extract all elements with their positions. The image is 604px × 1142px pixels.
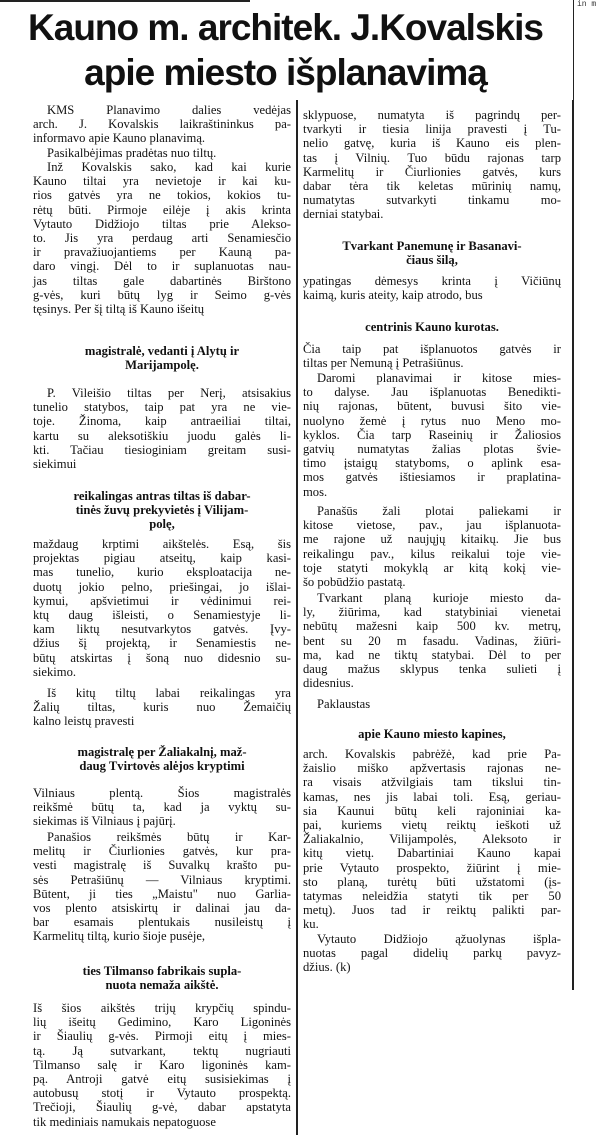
text-line: melitų ir Čiurlionies gatvės, kur pra- — [33, 844, 291, 859]
text-line: tęsinys. Per šį tiltą iš Kauno išeitų — [33, 301, 205, 316]
text-line: džius. (k) — [303, 960, 351, 975]
text-line: Panašios reikšmės būtų ir Kar- — [47, 830, 291, 844]
text-line: g-vės, kuri būtų lyg ir Seimo g-vės — [33, 287, 291, 302]
text-line: tiltas per Nemuną į Petrašiūnus. — [303, 356, 464, 371]
text-line: Žalių tiltas, kuris nuo Žemaičių — [33, 700, 291, 715]
paragraph — [33, 786, 291, 829]
text-line: būtų atskirtas į šoną nuo didesnio su- — [33, 650, 291, 665]
right-column-rule — [572, 100, 574, 990]
text-line: derniai statybai. — [303, 207, 384, 222]
text-line: Inž Kovalskis sako, kad kai kurie — [47, 160, 291, 174]
paragraph — [33, 830, 291, 944]
text-line: Karmelitų tiltą, kurio šioje pusėje, — [33, 929, 206, 944]
paragraph — [303, 591, 561, 690]
paragraph — [303, 697, 561, 711]
text-line: metų). Juos tad ir reiktų palikti par- — [303, 903, 561, 918]
text-line: Panašūs žali plotai paliekami ir — [317, 504, 561, 518]
text-line: gatvių numatytas žalias plotas švie- — [303, 441, 561, 456]
text-line: kitų vietų. Dabartiniai Kauno kapai — [303, 846, 561, 861]
text-line: toje. Žinoma, kaip antraeiliai tiltai, — [33, 414, 291, 429]
text-line: bar esamais plentukais nusileistų į — [33, 915, 291, 930]
subheading — [33, 964, 291, 992]
text-line: kyklos. Čia tarp Raseinių ir Žaliosios — [303, 427, 561, 442]
paragraph — [303, 932, 561, 975]
adjacent-article-fragment: in m — [577, 0, 597, 9]
text-line: magistralė, vedanti į Alytų ir — [84, 344, 240, 358]
text-line: timo įstaigų statyboms, o aplink esa- — [303, 456, 561, 471]
text-line: žaislio miško apžvertasis rajonas ne- — [303, 761, 561, 776]
paragraph — [303, 371, 561, 499]
text-line: Kauno tiltai yra nevietoje ir kai ku- — [33, 174, 291, 189]
headline-line-2-text: apie miesto išplanavimą — [84, 52, 487, 93]
text-line: Paklaustas — [317, 697, 371, 711]
paragraph — [303, 342, 561, 370]
paragraph — [303, 504, 561, 589]
text-line: reikalingas antras tiltas iš dabar- — [73, 489, 251, 503]
text-line: toje statyti mokyklą ar kitą kokį vie- — [303, 560, 561, 575]
paragraph — [303, 747, 561, 931]
text-line: bent su 20 m fasadu. Vadinas, žiūri- — [303, 633, 561, 648]
paragraph — [33, 686, 291, 729]
top-rule — [0, 0, 250, 2]
text-line: dabar tėra tik keletas mūrinių namų, — [303, 178, 561, 193]
text-line: nebūtų mažesni kaip 500 kv. metrų, — [303, 619, 561, 634]
text-line: arch. J. Kovalskis laikraštininkus pa- — [33, 117, 291, 132]
text-line: prie Vytauto prospekto, žiūrint į mie- — [303, 860, 561, 875]
headline-line-1-text: Kauno m. architek. J.Kovalskis — [28, 7, 543, 48]
text-line: tinės žuvų prekyvietės į Vilijam- — [75, 503, 249, 518]
text-line: Pasikalbėjimas pradėtas nuo tiltų. — [47, 146, 217, 160]
text-line: Tvarkant Panemunę ir Basanavi- — [342, 239, 522, 253]
text-line: daug mažus sklypus tenka sulieti į — [303, 661, 561, 676]
text-line: siekimas iš Vilniaus į pajūrį. — [33, 814, 176, 829]
headline-line-1 — [0, 8, 571, 48]
text-line: daro vingį. Dėl to ir suplanuotas nau- — [33, 259, 291, 274]
text-line: šo pobūdžio pastatą. — [303, 574, 406, 589]
text-line: ir pravažiuojantiems per Kauną pa- — [33, 245, 291, 260]
text-line: to. Jis yra perdaug arti Senamiesčio — [33, 230, 291, 245]
text-line: to dalyse. Jau išplanuotas Benedikti- — [303, 385, 561, 400]
text-line: nuota nemaža aikštė. — [105, 978, 219, 993]
text-line: mos. — [303, 484, 328, 499]
text-line: Vytauto Didžiojo tiltas prie Alekso- — [33, 216, 291, 231]
paragraph — [303, 274, 561, 302]
text-line: Tilmanso salę ir Karo ligoninės kam- — [33, 1057, 291, 1072]
text-line: Iš šios aikštės trijų krypčių spindu- — [33, 1001, 291, 1015]
paragraph — [33, 103, 291, 146]
text-line: ku. — [303, 917, 319, 932]
paragraph — [33, 160, 291, 316]
text-line: Trečioji, Šiaulių g-vė, dabar apstatyta — [33, 1100, 291, 1115]
text-line: čiaus šilą, — [406, 253, 458, 268]
text-line: vesti magistralę iš Suvalkų krašto pu- — [33, 858, 291, 873]
text-line: tvarkyti ir tiesia linija pravesti į Tu- — [303, 122, 561, 137]
text-line: centrinis Kauno kurotas. — [365, 320, 499, 334]
text-line: me rajone už naujųjų kitaikų. Jie bus — [303, 532, 561, 547]
paragraph — [303, 108, 561, 222]
text-line: tą. Ją sutvarkant, tektų nugriauti — [33, 1043, 291, 1058]
text-line: duotų jokio pelno, priešingai, jo išlai- — [33, 579, 291, 594]
text-line: Daromi planavimai ir kitose mies- — [317, 371, 561, 385]
text-line: magistralę per Žaliakalnį, maž- — [77, 745, 247, 759]
text-line: nelio gatvę, kuria iš Kauno eis plen- — [303, 136, 561, 151]
text-line: ktų daug išleisti, o Senamiestyje li- — [33, 607, 291, 622]
text-line: lių išeitų Gedimino, Karo Ligoninės — [33, 1015, 291, 1030]
text-line: polę, — [149, 517, 175, 532]
text-line: pą. Antroji gatvė eitų susisiekimas į — [33, 1071, 291, 1086]
text-line: Tvarkant planą kurioje miesto da- — [317, 591, 561, 605]
subheading — [303, 239, 561, 267]
text-line: maždaug krptimi aikštelės. Esą, šis — [33, 537, 291, 551]
text-line: KMS Planavimo dalies vedėjas — [47, 103, 291, 117]
text-line: Vytauto Didžiojo ąžuolynas išpla- — [317, 932, 561, 946]
text-line: rios gatvės yra ne tokios, kokios tu- — [33, 188, 291, 203]
subheading — [33, 489, 291, 532]
text-line: jas tiltas gale dabartinės Birštono — [33, 273, 291, 288]
text-line: apie Kauno miesto kapines, — [358, 727, 506, 741]
text-line: informavo apie Kauno planavimą. — [33, 131, 206, 146]
text-line: nių rajonas, būtent, buvusi šito vie- — [303, 399, 561, 414]
text-line: reikšmė būtų ta, kad ja vyktų su- — [33, 800, 291, 815]
text-line: mas tunelio, kurio eksploatacija ne- — [33, 565, 291, 580]
subheading — [303, 727, 561, 741]
subheading — [33, 344, 291, 372]
text-line: ma, kad ne tiktų statybai. Dėl to per — [303, 647, 561, 662]
text-line: siekimo. — [33, 664, 77, 679]
text-line: Iš kitų tiltų labai reikalingas yra — [47, 686, 291, 700]
text-line: tik mediniais namukais nepatoguose — [33, 1114, 216, 1129]
paragraph — [33, 386, 291, 471]
text-line: tunelio statybos, taip pat yra ne vie- — [33, 400, 291, 415]
text-line: ir Šiaulių g-vės. Pirmoji eitų į mies- — [33, 1029, 291, 1044]
text-line: vos plento atsiskirtų ir dalinai jau da- — [33, 900, 291, 915]
text-line: siekimui — [33, 456, 77, 471]
text-line: ly, žiūrima, kad statybiniai vienetai — [303, 605, 561, 620]
subheading — [303, 320, 561, 334]
text-line: kaimą, kuris ateity, kaip atrodo, bus — [303, 288, 483, 303]
text-line: arch. Kovalskis pabrėžė, kad prie Pa- — [303, 747, 561, 761]
text-line: kymui, apšvietimui ir vėdinimui rei- — [33, 593, 291, 608]
text-line: kitose vietose, pav., jau išplanuota- — [303, 518, 561, 533]
text-line: Čia taip pat išplanuotos gatvės ir — [303, 342, 561, 356]
paragraph — [33, 1001, 291, 1129]
text-line: sės Petrašiūnų — Vilniaus kryptimi. — [33, 872, 291, 887]
text-line: projektas pigiau atseitų, kaip kasi- — [33, 551, 291, 566]
headline-line-2 — [0, 53, 571, 93]
text-line: Žaliakalnio, Vilijampolės, Aleksoto ir — [303, 832, 561, 847]
text-line: Būtent, ji ties „Maistu" nuo Garlia- — [33, 886, 291, 901]
text-line: nuotas pagal didelių parkų pavyz- — [303, 946, 561, 961]
text-line: ties Tilmanso fabrikais supla- — [82, 964, 242, 978]
title-right-rule — [573, 0, 574, 100]
text-line: kti. Tačiau tiesioginiam greitam susi- — [33, 442, 291, 457]
column-divider — [296, 100, 298, 1135]
text-line: kam liktų nesutvarkytos gatvės. Įvy- — [33, 622, 291, 637]
text-line: tatymas neleidžia statyti tik per 50 — [303, 888, 561, 903]
text-line: autobusų stotį ir Vytauto prospektą. — [33, 1086, 291, 1101]
text-line: Marijampolę. — [125, 358, 199, 373]
text-line: sklypuose, numatyta iš pagrindų per- — [303, 108, 561, 122]
subheading — [33, 745, 291, 773]
text-line: Karmelitų ir Čiurlionies gatvės, kurs — [303, 164, 561, 179]
text-line: kartu su aleksotiškiu juodu galės li- — [33, 428, 291, 443]
text-line: P. Vileišio tiltas per Nerį, atsisakius — [47, 386, 291, 400]
text-line: Vilniaus plentą. Šios magistralės — [33, 786, 291, 800]
text-line: sia Kaunui būtų keli rajoniniai ka- — [303, 803, 561, 818]
text-line: kamas, nes jis labai toli. Esą, geriau- — [303, 789, 561, 804]
text-line: tas į Vilnių. Tuo būdu rajonas tarp — [303, 150, 561, 165]
text-line: pai, kuriems vietų reiktų ieškoti už — [303, 817, 561, 832]
text-line: nuolyno žemė į rytus nuo Meno mo- — [303, 413, 561, 428]
paragraph — [33, 146, 291, 160]
text-line: sto planą, turėtų būti užstatomi (įs- — [303, 874, 561, 889]
text-line: ra visais atžvilgiais tam tikslui tin- — [303, 775, 561, 790]
text-line: reikalingu pav., kilus reikalui toje vie- — [303, 546, 561, 561]
text-line: džius šį projektą, ir Senamiestis ne- — [33, 636, 291, 651]
paragraph — [33, 537, 291, 679]
text-line: numatytas sutvarkyti tinkamu mo- — [303, 193, 561, 208]
text-line: didesnius. — [303, 676, 354, 691]
text-line: daug Tvirtovės alėjos kryptimi — [79, 759, 245, 774]
text-line: kalno leistų pravesti — [33, 714, 135, 729]
text-line: mos gatvės ištiesiamos ir praplatina- — [303, 470, 561, 485]
text-line: ypatingas dėmesys krinta į Vičiūnų — [303, 274, 561, 288]
text-line: rėtų būti. Pirmoje eilėje į akis krinta — [33, 202, 291, 217]
